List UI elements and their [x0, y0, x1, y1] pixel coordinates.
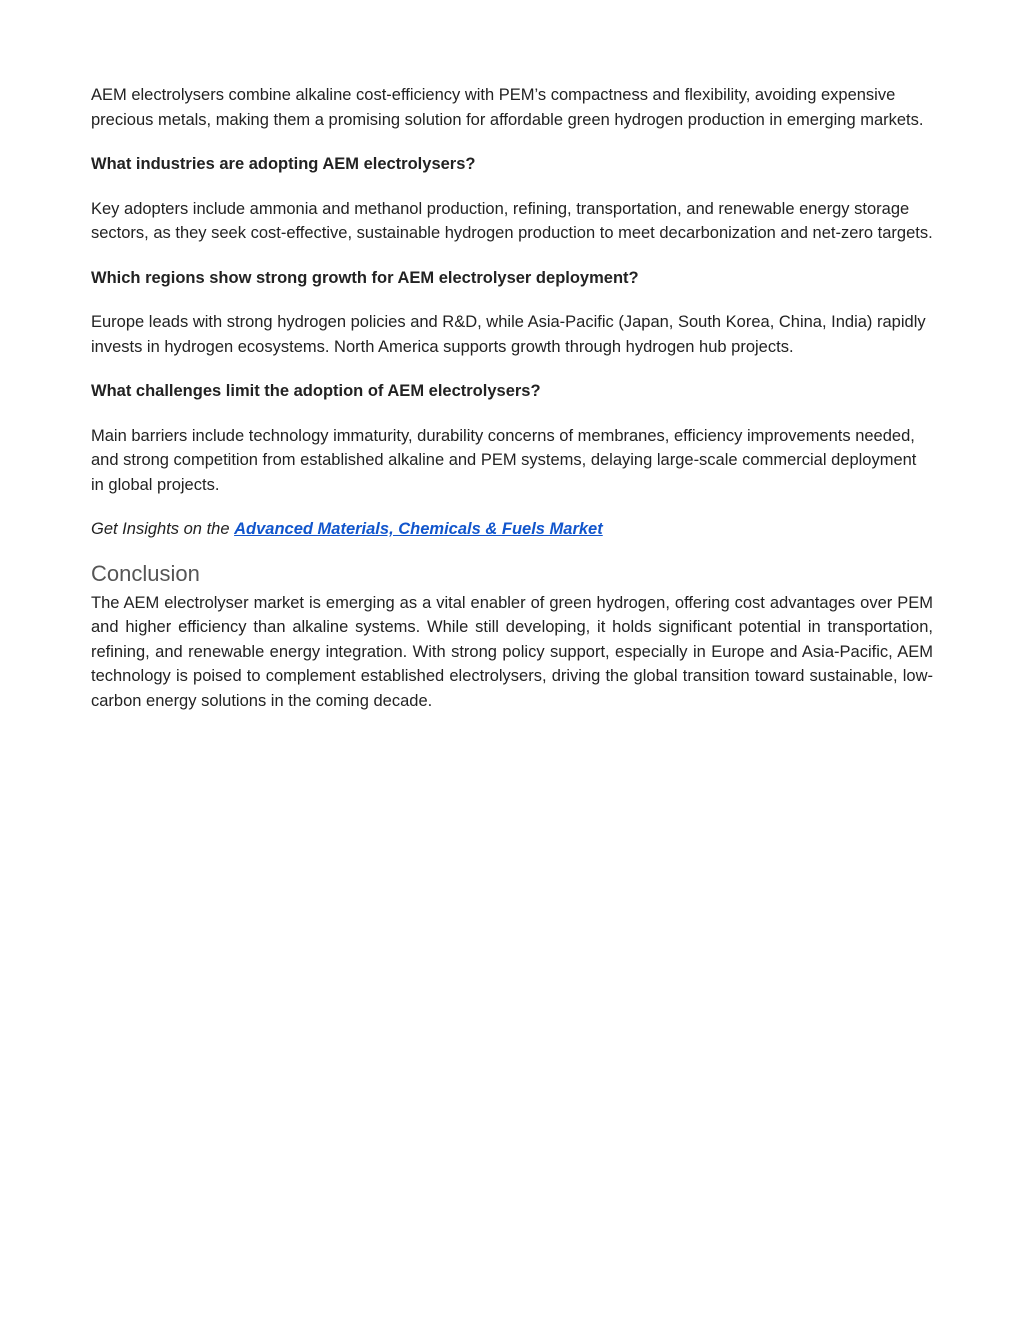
insights-line	[91, 517, 933, 542]
insights-market-link[interactable]: Advanced Materials, Chemicals & Fuels Market	[234, 520, 603, 538]
faq-question-industries: What industries are adopting AEM electrolysers?	[91, 155, 476, 173]
conclusion-paragraph: The AEM electrolyser market is emerging as a vital enabler of green hydrogen, offering cost advantages over PEM and higher efficiency than alkaline systems. While still developing, it holds significant potential in transportation, refining, and renewable energy integration. With strong policy support, especially in Europe and Asia-Pacific, AEM technology is poised to complement established electrolysers, driving the global transition toward sustainable, low-carbon energy solutions in the coming decade.	[91, 593, 933, 710]
faq-question-regions: Which regions show strong growth for AEM electrolyser deployment?	[91, 268, 639, 287]
faq-answer-industries: Key adopters include ammonia and methanol production, refining, transportation, and renewable energy storage sectors, as they seek cost-effective, sustainable hydrogen production to meet decarbonization and net-zero targets.	[91, 199, 933, 242]
conclusion-heading: Conclusion	[91, 560, 200, 586]
faq-question-challenges: What challenges limit the adoption of AEM electrolysers?	[91, 382, 541, 400]
insights-prefix: Get Insights on the	[91, 520, 235, 538]
intro-paragraph: AEM electrolysers combine alkaline cost-efficiency with PEM’s compactness and flexibility, avoiding expensive precious metals, making them a promising solution for affordable green hydrogen production in emerging markets.	[91, 86, 924, 129]
faq-answer-regions: Europe leads with strong hydrogen policies and R&D, while Asia-Pacific (Japan, South Korea, China, India) rapidly invests in hydrogen ecosystems. North America supports growth through hydrogen hub projects.	[91, 313, 926, 356]
faq-answer-challenges: Main barriers include technology immaturity, durability concerns of membranes, efficiency improvements needed, and strong competition from established alkaline and PEM systems, delaying large-scale commercial deployment in global projects.	[91, 426, 917, 494]
document-page	[91, 83, 933, 713]
